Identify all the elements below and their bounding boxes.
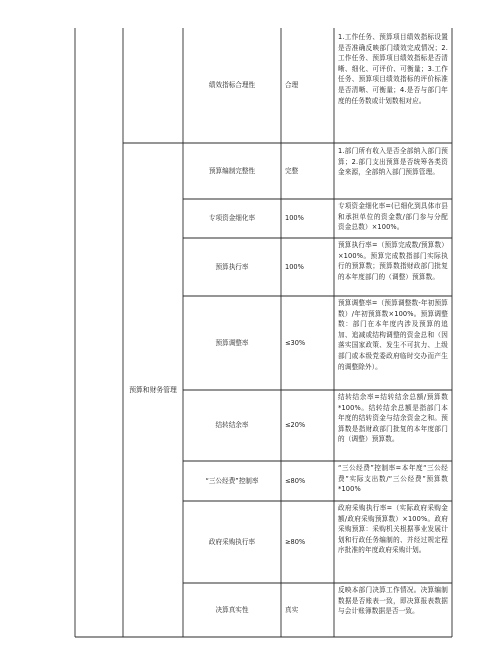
standard-cell-three-public-expense-control-rate: ≤80% — [285, 476, 306, 485]
standard-cell-carryover-balance-rate: ≤20% — [285, 421, 306, 430]
description-cell-government-procurement-rate: 政府采购执行率=（实际政府采购金额/政府采购预算数）×100%。政府采购预算：采购机关根据事业发展计划和行政任务编制的、并经过规定程序批准的年度政府采购计划。 — [338, 504, 448, 555]
standard-cell-performance-rationality: 合理 — [285, 81, 299, 90]
standard-cell-final-account-authenticity: 真实 — [285, 605, 299, 614]
standard-cell-budget-completeness: 完整 — [285, 166, 299, 175]
description-cell-budget-execution-rate: 预算执行率=（预算完成数/预算数）×100%。预算完成数指部门实际执行的预算数；预算数指财政部门批复的本年度部门的（调整）预算数。 — [338, 241, 448, 281]
standard-cell-budget-adjustment-rate: ≤30% — [285, 338, 306, 347]
description-cell-performance-rationality: 1.工作任务、预算项目绩效指标设置是否准确反映部门绩效完成情况；2.工作任务、预算项目绩效指标是否清晰、细化、可评价、可衡量；3.工作任务、预算项目绩效指标的评价标准是否清晰、可衡量；4.是否与部门年度的任务数或计划数相对应。 — [338, 33, 448, 105]
category-cell: 预算和财务管理 — [129, 386, 177, 394]
standard-cell-budget-execution-rate: 100% — [285, 262, 304, 271]
description-cell-budget-adjustment-rate: 预算调整率=（预算调整数-年初预算数）/年初预算数×100%。预算调整数：部门在本年度内涉及预算的追加、追减或结构调整的资金总和（因落实国家政策、发生不可抗力、上级部门或本级党委政府临时交办而产生的调整除外）。 — [338, 299, 448, 371]
indicator-cell-performance-rationality: 绩效指标合理性 — [208, 81, 256, 90]
standard-cell-government-procurement-rate: ≥80% — [285, 537, 306, 546]
description-cell-special-fund-detail-rate: 专项资金细化率=(已细化到具体市县和承担单位的资金数/部门参与分配资金总数）×100%。 — [338, 202, 448, 232]
indicator-cell-budget-execution-rate: 预算执行率 — [215, 262, 249, 271]
description-cell-three-public-expense-control-rate: “三公经费”控制率=本年度“三公经费”实际支出数/“三公经费”预算数*100% — [338, 464, 448, 494]
standard-cell-special-fund-detail-rate: 100% — [285, 214, 304, 223]
description-cell-carryover-balance-rate: 结转结余率=结转结余总额/预算数*100%。结转结余总额是指部门本年度的结转资金与结余资金之和。预算数是指财政部门批复的本年度部门的（调整）预算数。 — [338, 393, 448, 444]
description-cell-final-account-authenticity: 反映本部门决算工作情况。决算编制数据是否账表一致，即决算报表数据与会计账簿数据是否一致。 — [338, 586, 448, 616]
description-cell-budget-completeness: 1.部门所有收入是否全部纳入部门预算；2.部门支出预算是否统筹各类资金来源，全部纳入部门预算管理。 — [338, 147, 448, 177]
indicator-cell-budget-adjustment-rate: 预算调整率 — [215, 338, 249, 347]
indicator-cell-special-fund-detail-rate: 专项资金细化率 — [208, 214, 256, 223]
indicator-cell-three-public-expense-control-rate: “三公经费”控制率 — [205, 476, 259, 485]
indicator-cell-final-account-authenticity: 决算真实性 — [215, 605, 249, 614]
indicator-cell-budget-completeness: 预算编制完整性 — [208, 166, 256, 175]
indicator-cell-government-procurement-rate: 政府采购执行率 — [208, 537, 256, 546]
indicator-cell-carryover-balance-rate: 结转结余率 — [215, 421, 249, 430]
